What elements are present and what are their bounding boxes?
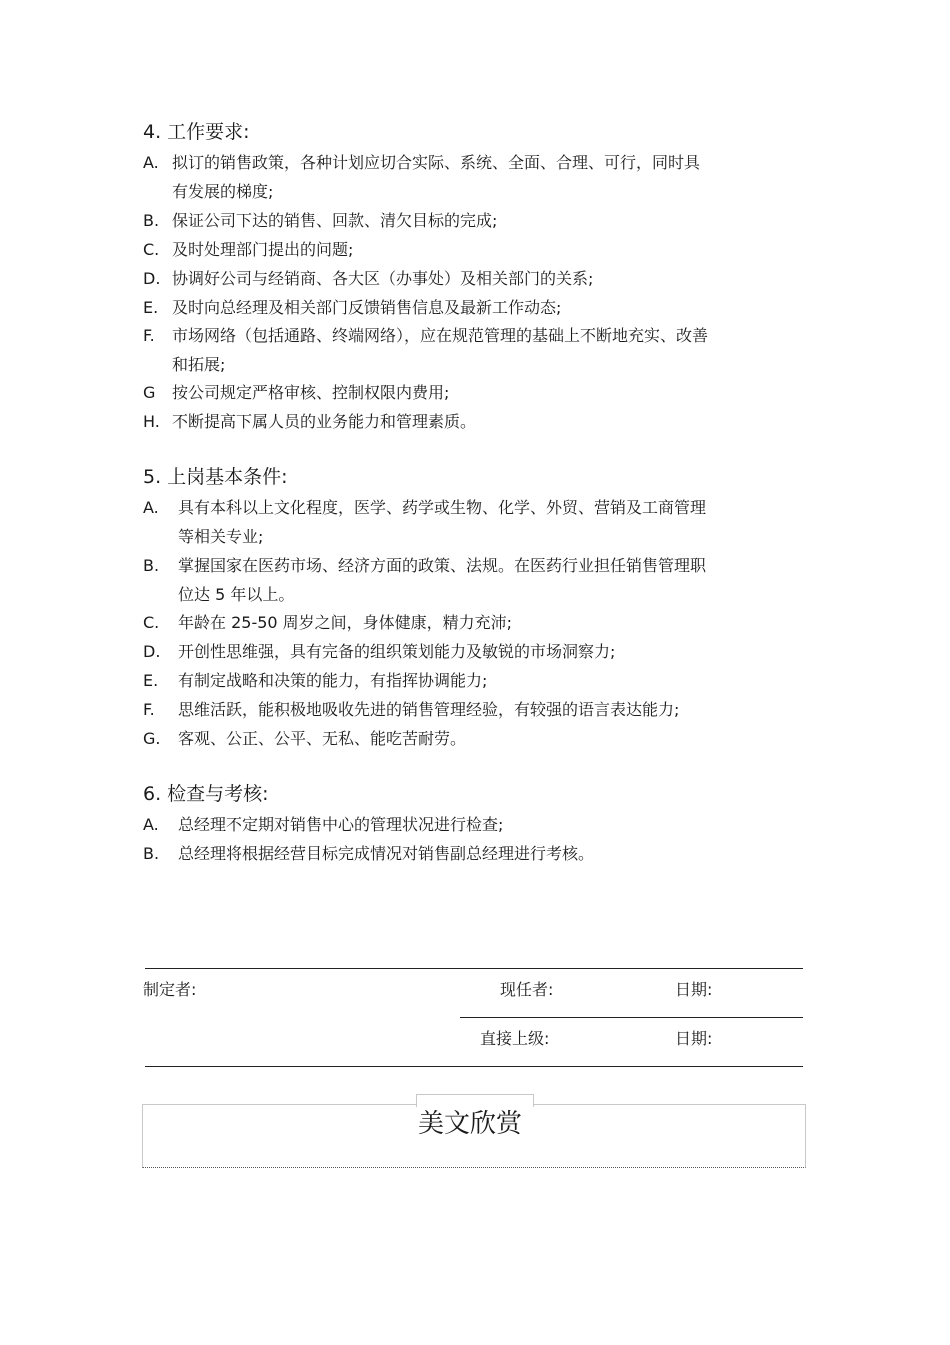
item-text-continued: 等相关专业; bbox=[178, 527, 264, 546]
item-label: C. bbox=[143, 240, 160, 259]
list-item bbox=[143, 264, 594, 293]
footer-bottom-rule bbox=[145, 1066, 803, 1067]
item-text-continued: 有发展的梯度; bbox=[172, 182, 274, 201]
incumbent-label: 现任者: bbox=[500, 980, 554, 999]
section-4-title: 4. 工作要求: bbox=[143, 121, 250, 143]
list-item bbox=[143, 695, 680, 724]
list-item bbox=[143, 724, 467, 753]
item-text: 具有本科以上文化程度，医学、药学或生物、化学、外贸、营销及工商管理 bbox=[178, 498, 707, 517]
item-text: 按公司规定严格审核、控制权限内费用; bbox=[172, 383, 450, 402]
item-text: 年龄在 25-50 周岁之间，身体健康，精力充沛; bbox=[178, 613, 513, 632]
item-label: G. bbox=[143, 729, 161, 748]
item-text: 思维活跃，能积极地吸收先进的销售管理经验，有较强的语言表达能力; bbox=[178, 700, 680, 719]
list-item bbox=[143, 493, 707, 546]
essay-box-title: 美文欣赏 bbox=[417, 1109, 522, 1139]
list-item bbox=[143, 148, 701, 201]
item-text-continued: 位达 5 年以上。 bbox=[178, 585, 295, 604]
item-text-continued: 和拓展; bbox=[172, 355, 226, 374]
item-text: 及时向总经理及相关部门反馈销售信息及最新工作动态; bbox=[172, 298, 562, 317]
list-item bbox=[143, 206, 498, 235]
list-item bbox=[143, 551, 707, 604]
item-label: B. bbox=[143, 556, 160, 575]
item-text: 总经理将根据经营目标完成情况对销售副总经理进行考核。 bbox=[178, 844, 595, 863]
item-text: 客观、公正、公平、无私、能吃苦耐劳。 bbox=[178, 729, 467, 748]
item-label: A. bbox=[143, 153, 159, 172]
item-text: 不断提高下属人员的业务能力和管理素质。 bbox=[172, 412, 477, 431]
date-label: 日期: bbox=[675, 980, 713, 999]
item-label: D. bbox=[143, 642, 161, 661]
date-label: 日期: bbox=[675, 1029, 713, 1048]
item-text: 保证公司下达的销售、回款、清欠目标的完成; bbox=[172, 211, 498, 230]
section-5-title: 5. 上岗基本条件: bbox=[143, 466, 288, 488]
item-label: G bbox=[143, 383, 156, 402]
footer-top-rule bbox=[145, 968, 803, 969]
list-item bbox=[143, 637, 616, 666]
item-label: F. bbox=[143, 700, 155, 719]
item-label: E. bbox=[143, 671, 159, 690]
item-label: H. bbox=[143, 412, 160, 431]
essay-box-tab bbox=[416, 1094, 534, 1107]
list-item bbox=[143, 839, 595, 868]
list-item bbox=[143, 235, 354, 264]
item-text: 及时处理部门提出的问题; bbox=[172, 240, 354, 259]
item-label: A. bbox=[143, 498, 159, 517]
list-item bbox=[143, 810, 504, 839]
item-text: 市场网络（包括通路、终端网络），应在规范管理的基础上不断地充实、改善 bbox=[172, 326, 709, 345]
list-item bbox=[143, 407, 477, 436]
list-item bbox=[143, 378, 450, 407]
list-item bbox=[143, 608, 513, 637]
item-label: D. bbox=[143, 269, 161, 288]
item-label: B. bbox=[143, 844, 160, 863]
item-label: B. bbox=[143, 211, 160, 230]
item-text: 协调好公司与经销商、各大区（办事处）及相关部门的关系; bbox=[172, 269, 594, 288]
list-item bbox=[143, 321, 709, 374]
item-text: 开创性思维强，具有完备的组织策划能力及敏锐的市场洞察力; bbox=[178, 642, 616, 661]
supervisor-label: 直接上级: bbox=[480, 1029, 550, 1048]
item-text: 总经理不定期对销售中心的管理状况进行检查; bbox=[178, 815, 504, 834]
item-text: 拟订的销售政策，各种计划应切合实际、系统、全面、合理、可行，同时具 bbox=[172, 153, 701, 172]
item-label: C. bbox=[143, 613, 160, 632]
footer-middle-rule bbox=[460, 1017, 803, 1018]
item-text: 有制定战略和决策的能力，有指挥协调能力; bbox=[178, 671, 488, 690]
section-6-title: 6. 检查与考核: bbox=[143, 783, 269, 805]
list-item bbox=[143, 293, 562, 322]
drafter-label: 制定者: bbox=[143, 980, 197, 999]
item-label: A. bbox=[143, 815, 159, 834]
item-label: F. bbox=[143, 326, 155, 345]
list-item bbox=[143, 666, 488, 695]
item-label: E. bbox=[143, 298, 159, 317]
item-text: 掌握国家在医药市场、经济方面的政策、法规。在医药行业担任销售管理职 bbox=[178, 556, 707, 575]
